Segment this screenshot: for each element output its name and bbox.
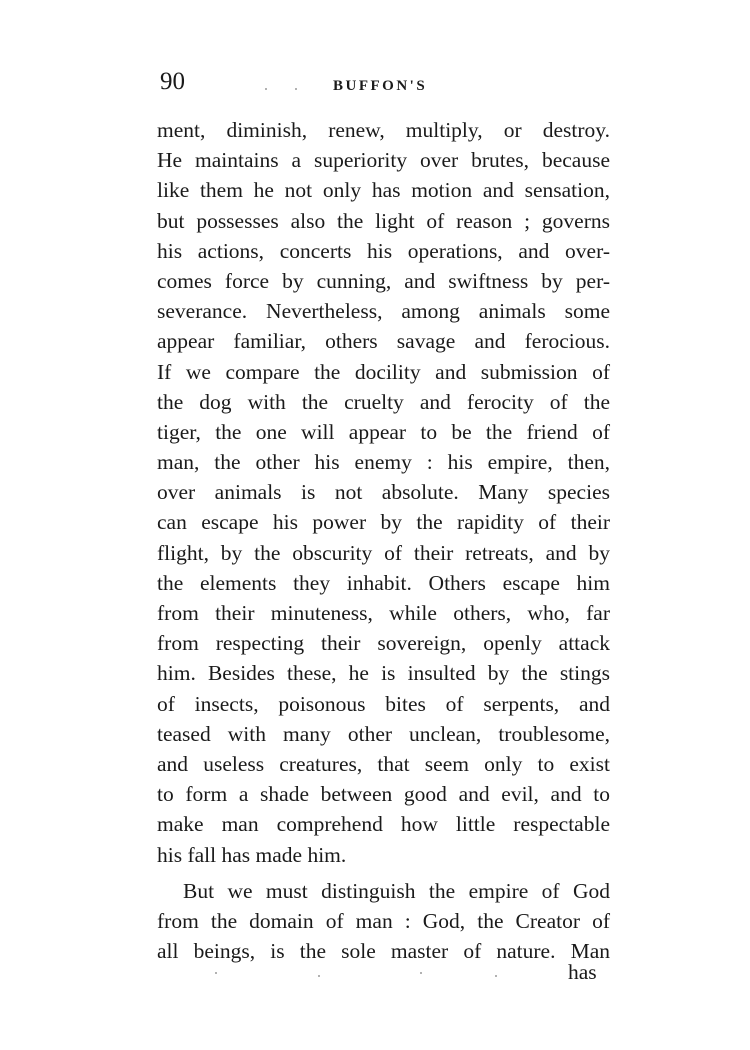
text-line: comes force by cunning, and swiftness by per- xyxy=(157,268,610,293)
ink-speck xyxy=(495,975,497,977)
text-line: can escape his power by the rapidity of their xyxy=(157,510,610,535)
catchword: has xyxy=(568,960,597,984)
text-line: from the domain of man : God, the Creator of xyxy=(157,908,610,933)
text-line: his actions, concerts his operations, and over- xyxy=(157,238,610,263)
text-line: teased with many other unclean, troublesome, xyxy=(157,721,610,746)
text-line: and useless creatures, that seem only to exist xyxy=(157,751,610,776)
text-line: of insects, poisonous bites of serpents, and xyxy=(157,691,610,716)
ink-speck xyxy=(420,972,422,974)
text-line: from respecting their sovereign, openly attack xyxy=(157,631,610,656)
text-line: over animals is not absolute. Many species xyxy=(157,480,610,505)
text-line: But we must distinguish the empire of God xyxy=(183,878,610,903)
text-line: the dog with the cruelty and ferocity of the xyxy=(157,389,610,414)
page-number: 90 xyxy=(160,68,185,95)
text-line: him. Besides these, he is insulted by the stings xyxy=(157,661,610,686)
text-line: man, the other his enemy : his empire, then, xyxy=(157,450,610,475)
text-line: flight, by the obscurity of their retreats, and by xyxy=(157,540,610,565)
running-head: BUFFON'S xyxy=(333,78,428,94)
text-line: ment, diminish, renew, multiply, or destroy. xyxy=(157,118,610,142)
text-line: his fall has made him. xyxy=(157,842,347,867)
text-line: to form a shade between good and evil, and to xyxy=(157,782,610,807)
text-line: appear familiar, others savage and ferocious. xyxy=(157,329,610,354)
text-line: the elements they inhabit. Others escape him xyxy=(157,570,610,595)
ink-speck xyxy=(215,972,217,974)
ink-speck xyxy=(318,975,320,977)
paragraph xyxy=(157,115,610,870)
text-line: from their minuteness, while others, who, far xyxy=(157,601,610,625)
text-line: If we compare the docility and submission of xyxy=(157,359,610,384)
text-line: like them he not only has motion and sensation, xyxy=(157,178,610,203)
text-line: all beings, is the sole master of nature. Man xyxy=(157,939,610,964)
ink-speck xyxy=(295,88,297,90)
ink-speck xyxy=(265,88,267,90)
body-text xyxy=(157,115,610,966)
text-line: make man comprehend how little respectable xyxy=(157,812,610,837)
paragraph xyxy=(157,876,610,967)
text-line: severance. Nevertheless, among animals some xyxy=(157,299,610,324)
text-line: but possesses also the light of reason ; governs xyxy=(157,208,610,233)
text-line: He maintains a superiority over brutes, because xyxy=(157,148,610,173)
text-line: tiger, the one will appear to be the friend of xyxy=(157,419,610,444)
